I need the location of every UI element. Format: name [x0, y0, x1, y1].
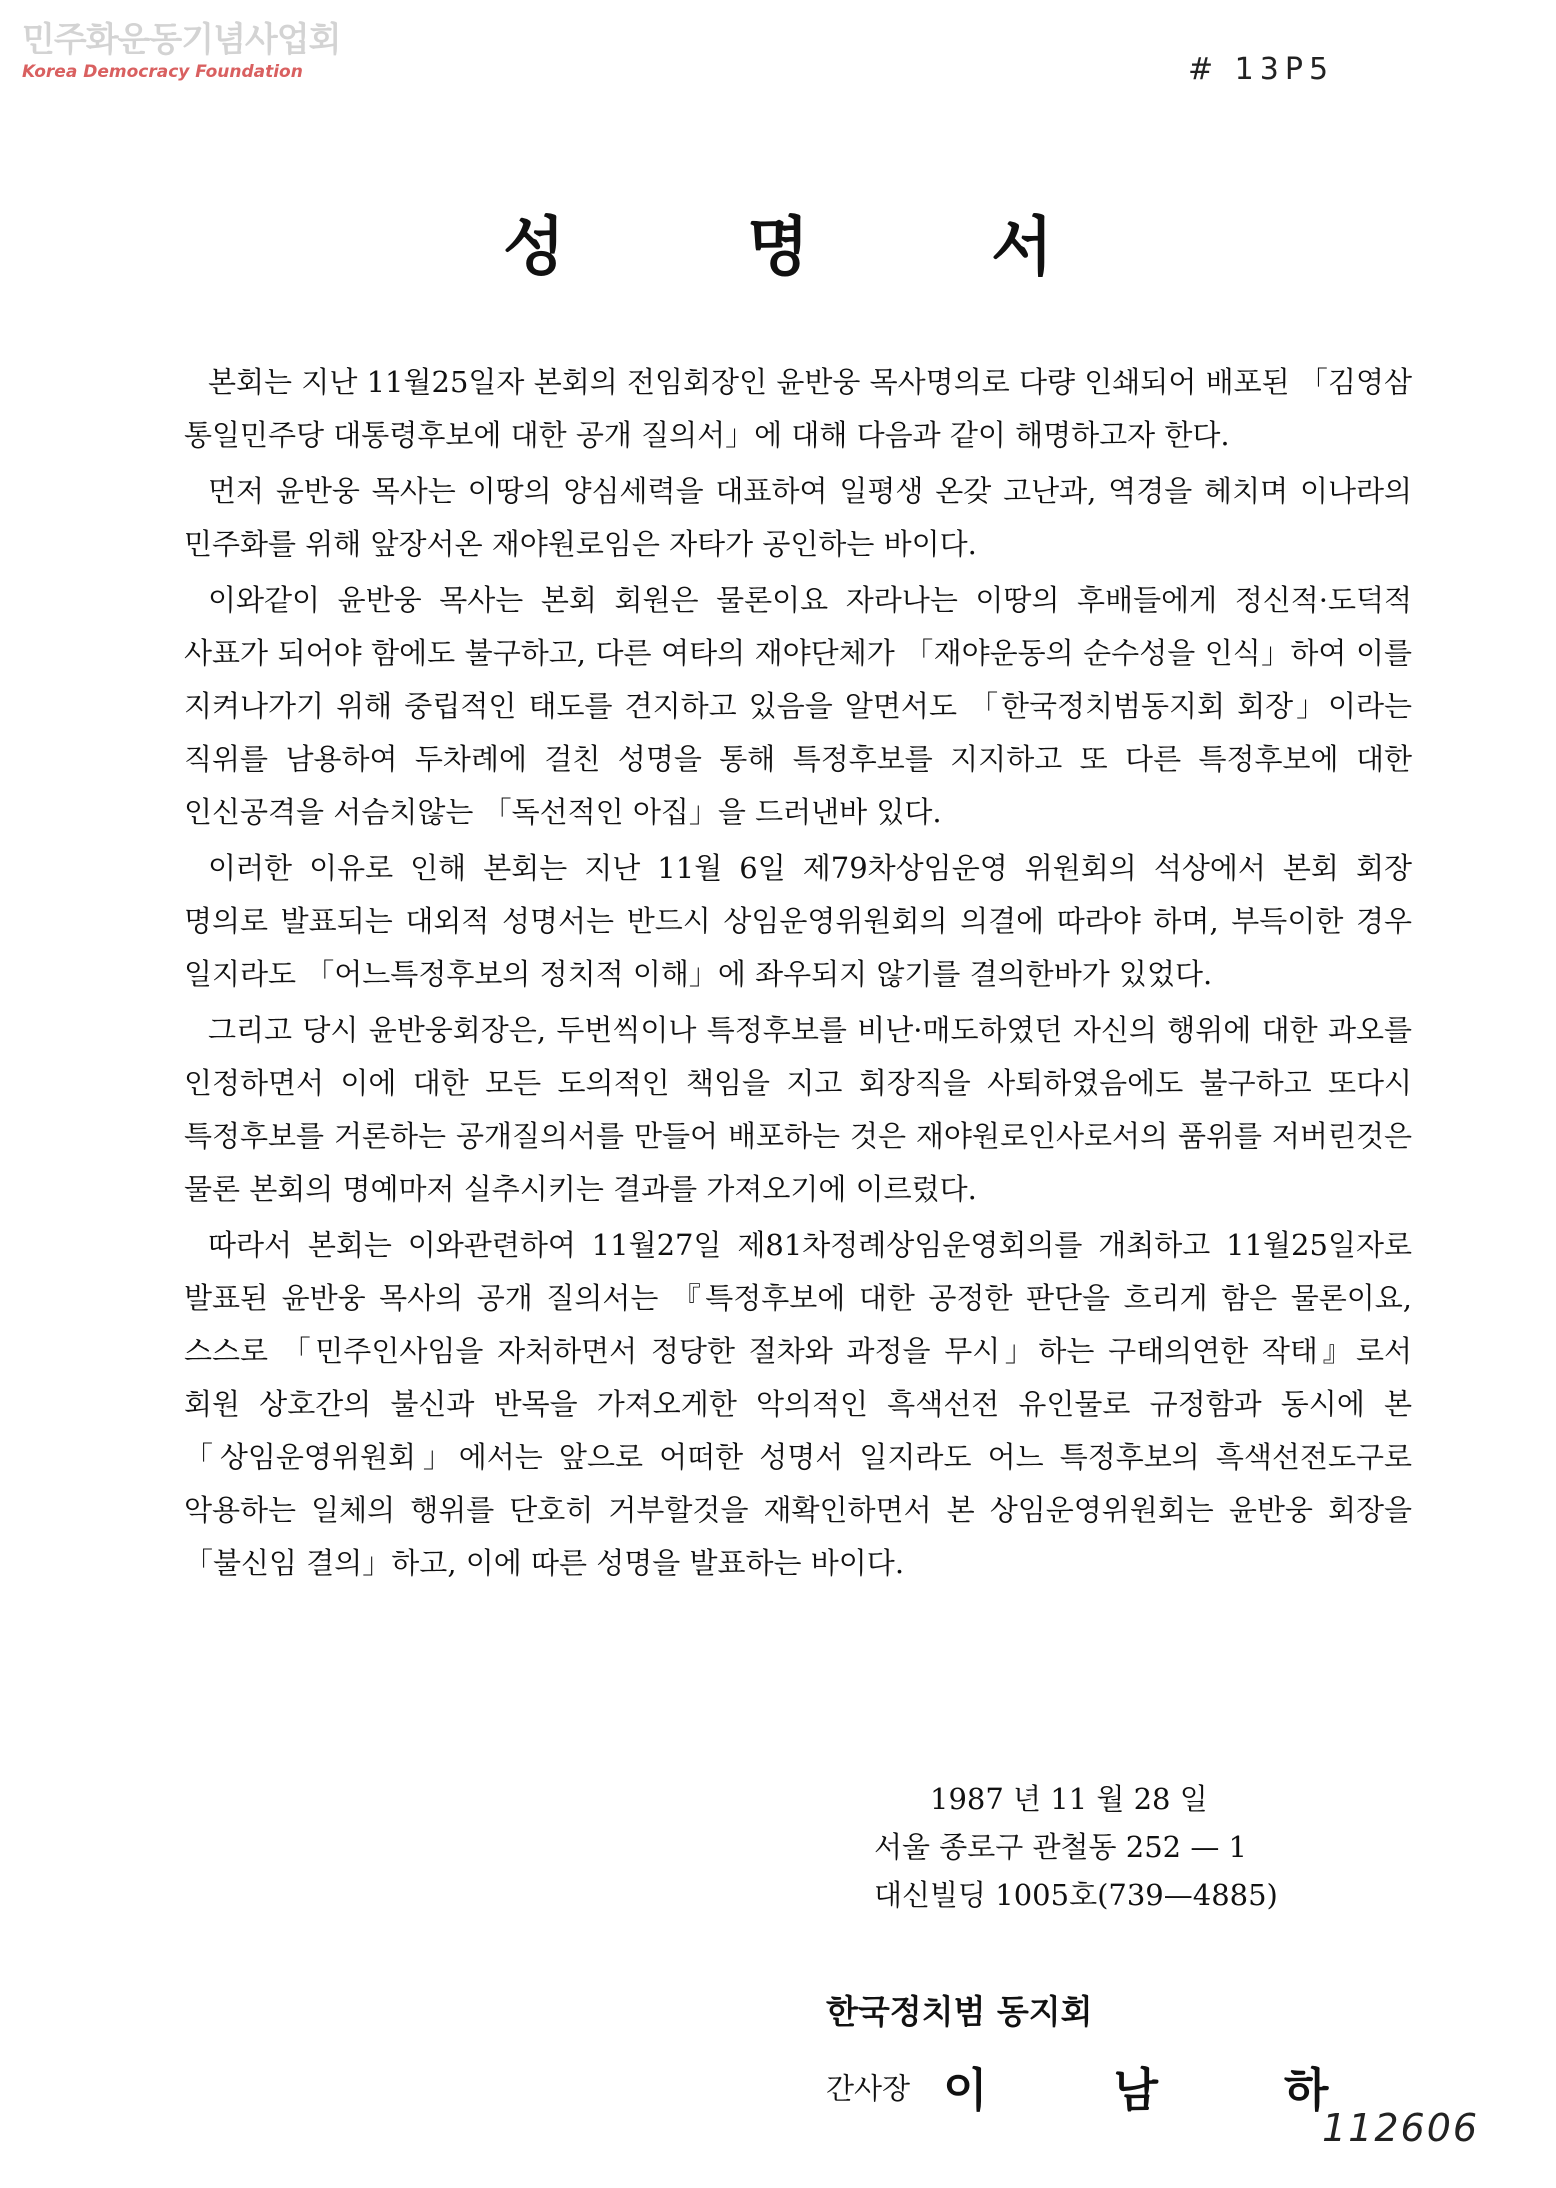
watermark-logo — [22, 20, 340, 82]
paragraph: 그리고 당시 윤반웅회장은, 두번씩이나 특정후보를 비난·매도하였던 자신의 행위에 대한 과오를 인정하면서 이에 대한 모든 도의적인 책임을 지고 회장직을 사퇴하였음에도 불구하고 또다시 특정후보를 거론하는 공개질의서를 만들어 배포하는 것은 재야원로인사로서의 품위를 저버린것은 물론 본회의 명예마저 실추시키는 결과를 가져오기에 이르렀다. — [184, 1013, 1412, 1206]
statement-date: 1987 년 11 월 28 일 — [930, 1782, 1208, 1816]
watermark-korean: 민주화운동기념사업회 — [22, 20, 341, 60]
address-line: 대신빌딩 1005호(739—4885) — [874, 1878, 1278, 1912]
paragraph: 먼저 윤반웅 목사는 이땅의 양심세력을 대표하여 일평생 온갖 고난과, 역경을 헤치며 이나라의 민주화를 위해 앞장서온 재야원로임은 자타가 공인하는 바이다. — [184, 474, 1412, 561]
signer-name: 이 남 하 — [943, 2063, 1329, 2117]
address-line: 서울 종로구 관철동 252 — 1 — [874, 1830, 1248, 1864]
watermark-english: Korea Democracy Foundation — [22, 62, 303, 82]
paragraph: 본회는 지난 11월25일자 본회의 전임회장인 윤반웅 목사명의로 다량 인쇄되어 배포된 「김영삼 통일민주당 대통령후보에 대한 공개 질의서」에 대해 다음과 같이 해명하고자 한다. — [184, 365, 1412, 452]
paragraph: 따라서 본회는 이와관련하여 11월27일 제81차정례상임운영회의를 개최하고 11월25일자로 발표된 윤반웅 목사의 공개 질의서는 『특정후보에 대한 공정한 판단을 흐리게 함은 물론이요, 스스로 「민주인사임을 자처하면서 정당한 절차와 과정을 무시」하는 구태의연한 작태』로서 회원 상호간의 불신과 반목을 가져오게한 악의적인 흑색선전 유인물로 규정함과 동시에 본「상임운영위원회」에서는 앞으로 어떠한 성명서 일지라도 어느 특정후보의 흑색선전도구로 악용하는 일체의 행위를 단호히 거부할것을 재확인하면서 본 상임운영위원회는 윤반웅 회장을 「불신임 결의」하고, 이에 따른 성명을 발표하는 바이다. — [184, 1228, 1412, 1580]
handwritten-number: 112606 — [1322, 2106, 1480, 2150]
paragraph: 이러한 이유로 인해 본회는 지난 11월 6일 제79차상임운영 위원회의 석상에서 본회 회장 명의로 발표되는 대외적 성명서는 반드시 상임운영위원회의 의결에 따라야 하며, 부득이한 경우 일지라도 「어느특정후보의 정치적 이해」에 좌우되지 않기를 결의한바가 있었다. — [184, 851, 1412, 991]
paragraph: 이와같이 윤반웅 목사는 본회 회원은 물론이요 자라나는 이땅의 후배들에게 정신적·도덕적 사표가 되어야 함에도 불구하고, 다른 여타의 재야단체가 「재야운동의 순수성을 인식」하여 이를 지켜나가기 위해 중립적인 태도를 견지하고 있음을 알면서도 「한국정치범동지회 회장」이라는 직위를 남용하여 두차례에 걸친 성명을 통해 특정후보를 지지하고 또 다른 특정후보에 대한 인신공격을 서슴치않는 「독선적인 아집」을 드러낸바 있다. — [184, 583, 1412, 829]
document-number: # 13P5 — [1188, 52, 1335, 87]
closing-block — [874, 1775, 1278, 1919]
signer-block — [826, 2054, 1328, 2120]
page-title: 성 명 서 — [502, 210, 1054, 285]
signer-role: 간사장 — [826, 2071, 911, 2106]
statement-body — [184, 356, 1412, 1593]
organization-name: 한국정치범 동지회 — [826, 1992, 1093, 2031]
